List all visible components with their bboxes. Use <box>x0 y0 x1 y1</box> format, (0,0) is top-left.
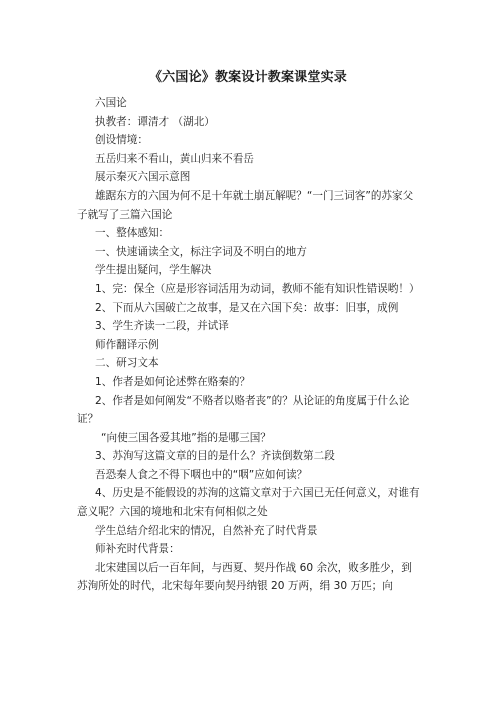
paragraph: 二、研习文本 <box>95 357 159 370</box>
paragraph: 五岳归来不看山，黄山归来不看岳 <box>95 152 254 165</box>
paragraph: 师补充时代背景： <box>95 543 180 556</box>
paragraph: 展示秦灭六国示意图 <box>95 171 191 184</box>
paragraph: 北宋建国以后一百年间，与西夏、契丹作战 60 余次，败多胜少，到苏洵所处的时代，北宋每年要向契丹纳银 20 万两，绢 30 万匹；向 <box>77 561 412 593</box>
paragraph: 2、下而从六国破亡之故事，是又在六国下矣：故事：旧事，成例 <box>95 301 399 314</box>
paragraph: 3、学生齐读一二段，并试译 <box>95 320 229 333</box>
paragraph: 1、完：保全（应是形容词活用为动词，教师不能有知识性错误哟！） <box>95 282 420 295</box>
paragraph: 雄踞东方的六国为何不足十年就土崩瓦解呢？“一门三词客”的苏家父子就写了三篇六国论 <box>77 189 414 221</box>
paragraph: 2、作者是如何阐发“不赂者以赂者丧”的？从论证的角度属于什么论证？ <box>77 394 410 426</box>
paragraph: 一、整体感知： <box>95 227 170 240</box>
paragraph: 1、作者是如何论述弊在赂秦的？ <box>95 375 251 388</box>
paragraph: 执教者：谭清才 （湖北） <box>95 115 215 128</box>
paragraph: 一、快速诵读全文，标注字词及不明白的地方 <box>95 245 307 258</box>
paragraph: 吾恐秦人食之不得下咽也中的“咽”应如何读？ <box>95 468 308 481</box>
document-body <box>77 94 421 596</box>
paragraph: 3、苏洵写这篇文章的目的是什么？齐读倒数第二段 <box>95 450 335 463</box>
document-title: 《六国论》教案设计教案课堂实录 <box>148 70 347 85</box>
paragraph: “向使三国各爱其地”指的是哪三国？ <box>101 431 271 444</box>
paragraph: 学生提出疑问，学生解决 <box>95 264 212 277</box>
paragraph: 学生总结介绍北宋的情况，自然补充了时代背景 <box>95 524 318 537</box>
paragraph: 师作翻译示例 <box>95 338 159 351</box>
paragraph: 4、历史是不能假设的苏洵的这篇文章对于六国已无任何意义，对谁有意义呢？六国的境地和北宋有何相似之处 <box>77 487 420 519</box>
paragraph: 创设情境： <box>95 134 148 147</box>
paragraph: 六国论 <box>95 97 127 109</box>
